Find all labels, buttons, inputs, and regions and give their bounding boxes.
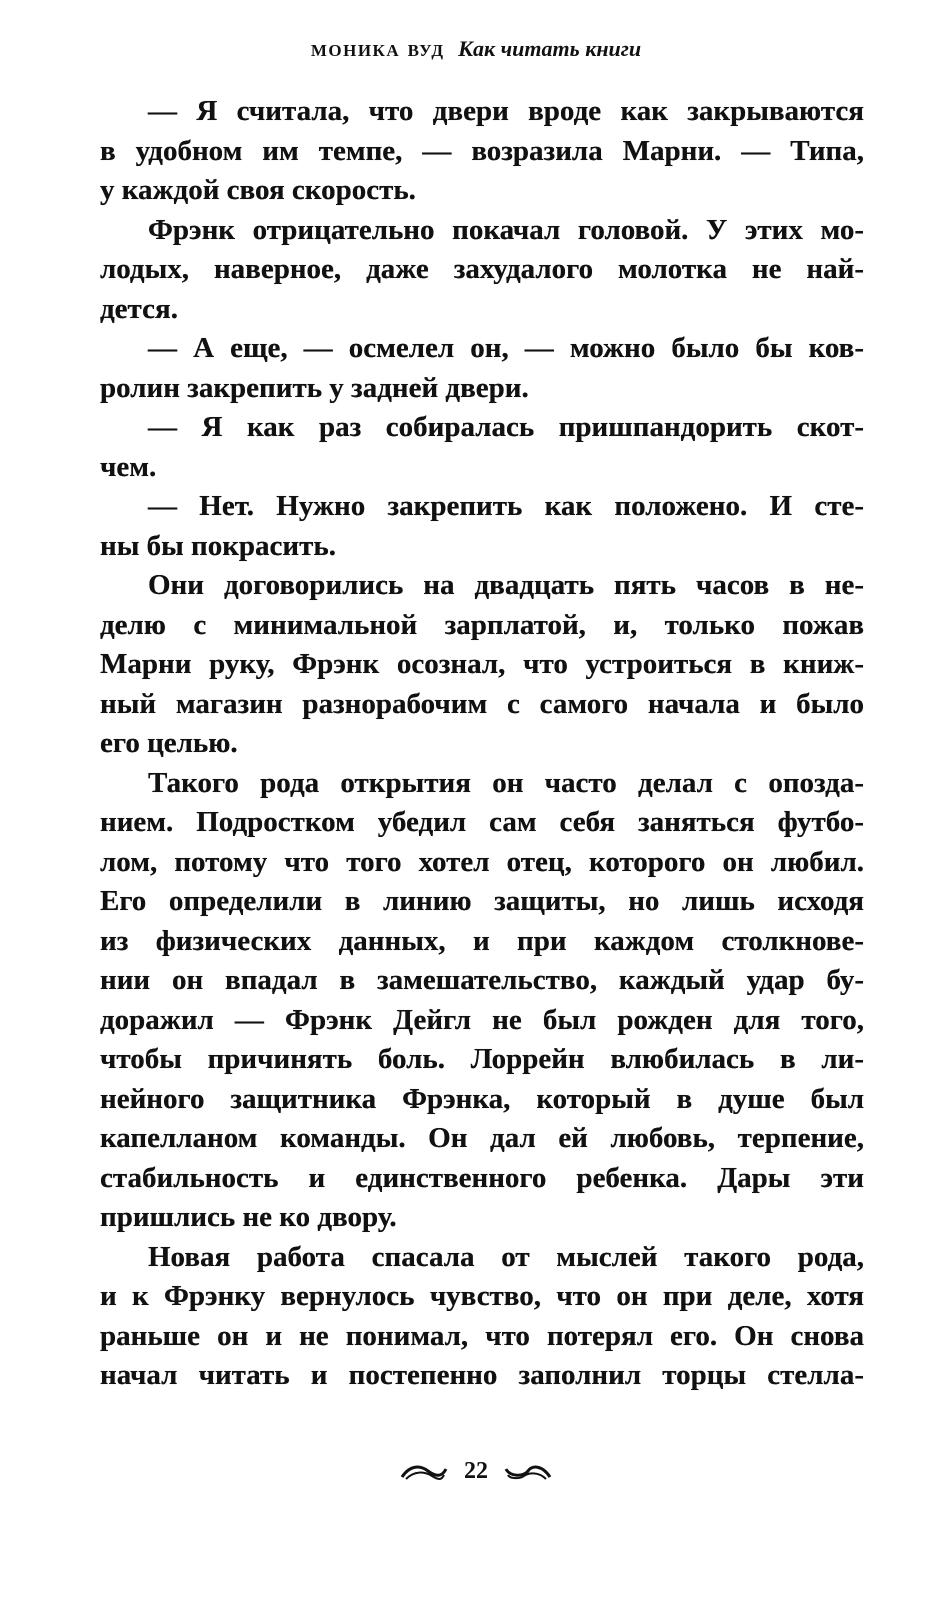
page-number: 22 xyxy=(464,1458,488,1484)
text-line: ролин закрепить у задней двери. xyxy=(100,371,529,404)
text-line: — Я как раз собиралась пришпандорить скот- xyxy=(148,411,864,443)
paragraph xyxy=(100,764,864,1238)
page-body-text xyxy=(100,92,864,1396)
header-book-title: Как читать книги xyxy=(458,36,642,61)
text-line: стабильность и единственного ребенка. Дары эти xyxy=(100,1161,864,1194)
text-line: нии он впадал в замешательство, каждый удар бу- xyxy=(100,964,864,996)
text-line: капелланом команды. Он дал ей любовь, терпение, xyxy=(100,1122,864,1154)
paragraph xyxy=(100,329,864,408)
text-line: лодых, наверное, даже захудалого молотка не най- xyxy=(100,253,864,285)
text-line: ный магазин разнорабочим с самого начала и было xyxy=(100,687,864,720)
text-line: в удобном им темпе, — возразила Марни. — Типа, xyxy=(100,134,864,167)
text-line: из физических данных, и при каждом столкнове- xyxy=(100,924,864,957)
text-line: Они договорились на двадцать пять часов в не- xyxy=(148,569,864,601)
text-line: доражил — Фрэнк Дейгл не был рожден для того, xyxy=(100,1003,864,1036)
page-footer xyxy=(0,1458,952,1485)
text-line: ны бы покрасить. xyxy=(100,529,336,562)
text-line: чем. xyxy=(100,450,157,483)
text-line: делю с минимальной зарплатой, и, только пожав xyxy=(100,608,864,641)
text-line: у каждой своя скорость. xyxy=(100,174,416,206)
text-line: нейного защитника Фрэнка, который в душе был xyxy=(100,1082,864,1115)
text-line: раньше он и не понимал, что потерял его. Он снова xyxy=(100,1319,864,1352)
text-line: начал читать и постепенно заполнил торцы стелла- xyxy=(100,1359,864,1391)
text-line: Такого рода открытия он часто делал с опозда- xyxy=(148,766,864,799)
text-line: дется. xyxy=(100,292,178,325)
text-line: нием. Подростком убедил сам себя заняться футбо- xyxy=(100,806,864,838)
text-line: Новая работа спасала от мыслей такого рода, xyxy=(148,1240,864,1273)
right-swash-ornament-icon xyxy=(504,1461,554,1483)
running-header xyxy=(0,36,952,63)
text-line: — Нет. Нужно закрепить как положено. И сте- xyxy=(148,490,864,522)
paragraph xyxy=(100,211,864,330)
left-swash-ornament-icon xyxy=(398,1461,448,1483)
text-line: пришлись не ко двору. xyxy=(100,1201,397,1233)
text-line: Его определили в линию защиты, но лишь исходя xyxy=(100,885,864,917)
text-line: и к Фрэнку вернулось чувство, что он при деле, хотя xyxy=(100,1280,864,1312)
text-line: — А еще, — осмелел он, — можно было бы ков- xyxy=(148,332,864,364)
paragraph xyxy=(100,1238,864,1396)
text-line: его целью. xyxy=(100,727,238,759)
header-author: моника вуд xyxy=(310,36,445,62)
text-line: лом, потому что того хотел отец, которого он любил. xyxy=(100,845,864,878)
text-line: — Я считала, что двери вроде как закрываются xyxy=(148,95,864,127)
paragraph xyxy=(100,408,864,487)
paragraph xyxy=(100,487,864,566)
paragraph xyxy=(100,566,864,764)
text-line: Фрэнк отрицательно покачал головой. У этих мо- xyxy=(148,213,864,246)
text-line: Марни руку, Фрэнк осознал, что устроиться в книж- xyxy=(100,648,864,680)
paragraph xyxy=(100,92,864,211)
text-line: чтобы причинять боль. Лоррейн влюбилась в ли- xyxy=(100,1043,864,1075)
